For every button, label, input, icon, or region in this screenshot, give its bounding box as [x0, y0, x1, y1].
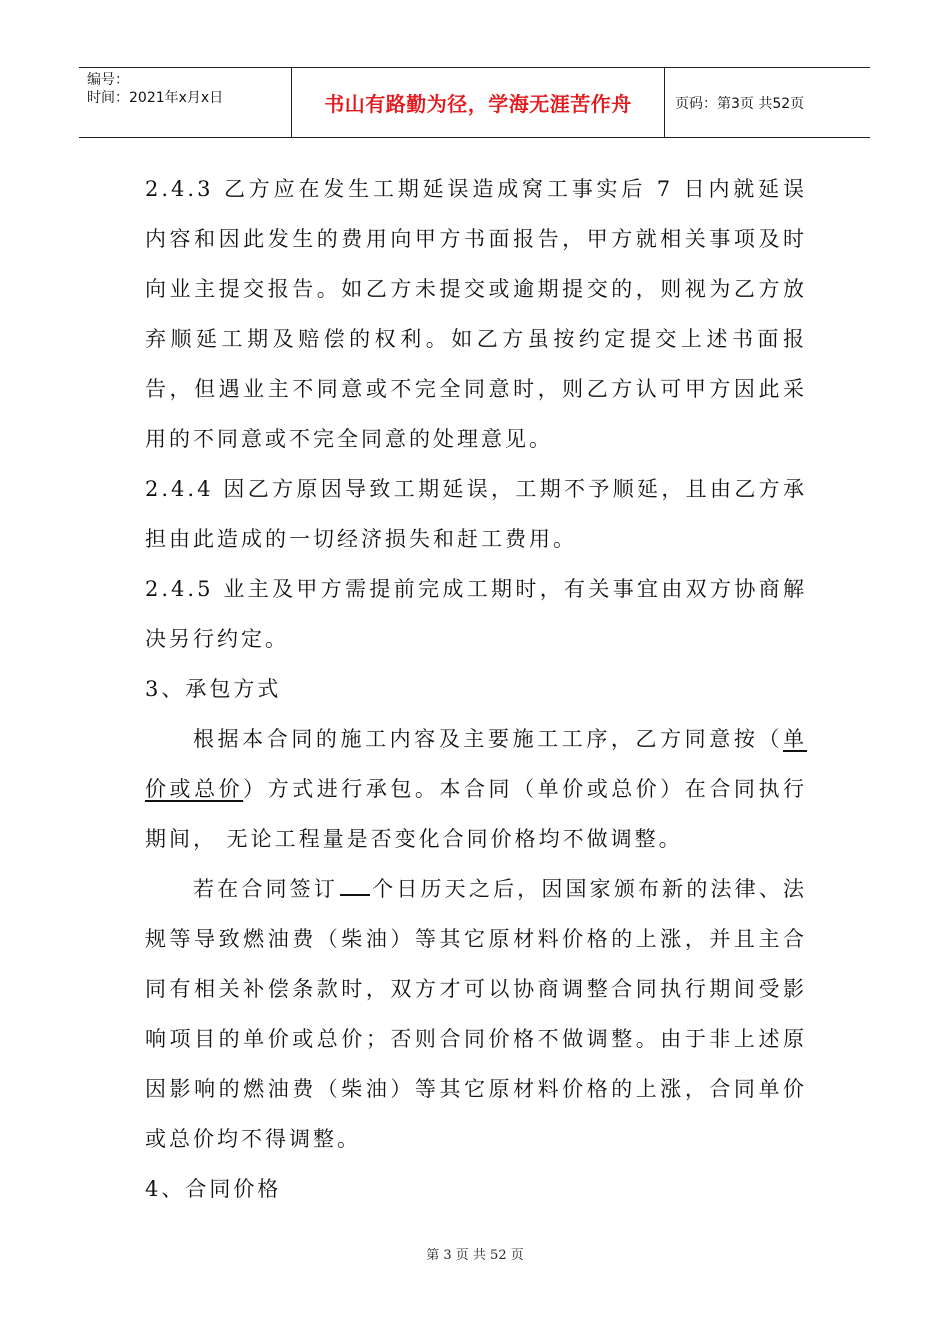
- document-body: [145, 164, 807, 1214]
- page-footer: 第 3 页 共 52 页: [426, 1248, 524, 1263]
- clause-2-4-5: 2.4.5 业主及甲方需提前完成工期时，有关事宜由双方协商解决另行约定。: [145, 577, 807, 651]
- document-date: 时间：2021年x月x日: [87, 90, 224, 106]
- price-adjustment-text-end: 个日历天之后，因国家颁布新的法律、法规等导致燃油费（柴油）等其它原材料价格的上涨，并且主合同有相关补偿条款时，双方才可以协商调整合同执行期间受影响项目的单价或总价；否则合同价格不做调整。由于非上述原因影响的燃油费（柴油）等其它原材料价格的上涨，合同单价或总价均不得调整。: [145, 877, 807, 1151]
- contract-mode-paragraph: [145, 714, 807, 864]
- fill-in-blank: [340, 876, 370, 896]
- document-number-label: 编号：: [87, 72, 129, 88]
- clause-2-4-4: 2.4.4 因乙方原因导致工期延误，工期不予顺延，且由乙方承担由此造成的一切经济损失和赶工费用。: [145, 477, 807, 551]
- header-meta: [79, 68, 292, 137]
- header-page-info: 页码：第3页 共52页: [675, 95, 805, 112]
- section-heading-4: 4、合同价格: [145, 1177, 282, 1201]
- section-heading-3: 3、承包方式: [145, 677, 282, 701]
- header-motto: 书山有路勤为径，学海无涯苦作舟: [292, 68, 665, 137]
- contract-mode-underlined: 单价或总价: [145, 727, 807, 801]
- contract-mode-text-start: 根据本合同的施工内容及主要施工工序，乙方同意按（: [193, 727, 783, 751]
- price-adjustment-text-start: 若在合同签订: [193, 877, 338, 901]
- contract-mode-text-end: ）方式进行承包。本合同（单价或总价）在合同执行期间， 无论工程量是否变化合同价格均不做调整。: [145, 777, 808, 851]
- clause-2-4-3: 2.4.3 乙方应在发生工期延误造成窝工事实后 7 日内就延误内容和因此发生的费用向甲方书面报告，甲方就相关事项及时向业主提交报告。如乙方未提交或逾期提交的，则视为乙方放弃顺延工期及赔偿的权利。如乙方虽按约定提交上述书面报告，但遇业主不同意或不完全同意时，则乙方认可甲方因此采用的不同意或不完全同意的处理意见。: [145, 177, 807, 451]
- price-adjustment-paragraph: [145, 864, 807, 1164]
- document-header: [79, 67, 870, 138]
